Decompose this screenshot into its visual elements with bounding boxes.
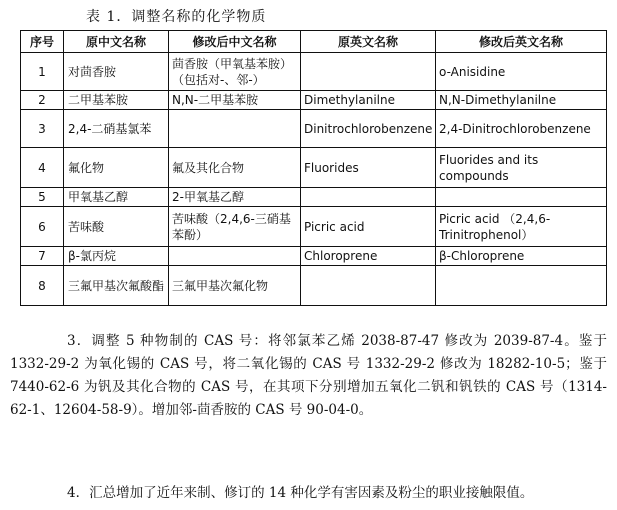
header-orig-en: 原英文名称: [301, 31, 436, 53]
cell-orig-cn: 对茴香胺: [64, 53, 169, 91]
cell-new-en: β-Chloroprene: [436, 247, 607, 266]
cell-index: 1: [21, 53, 64, 91]
table-row: [21, 266, 607, 306]
header-new-cn: 修改后中文名称: [169, 31, 301, 53]
cell-orig-en: Picric acid: [301, 207, 436, 247]
table-header-row: [21, 31, 607, 53]
cell-orig-cn: 二甲基苯胺: [64, 91, 169, 110]
cell-new-en: [436, 266, 607, 306]
header-orig-cn: 原中文名称: [64, 31, 169, 53]
cell-orig-en: [301, 188, 436, 207]
cell-orig-en: [301, 53, 436, 91]
cell-index: 4: [21, 148, 64, 188]
cell-new-cn: 氟及其化合物: [169, 148, 301, 188]
cell-new-en: 2,4-Dinitrochlorobenzene: [436, 110, 607, 148]
cell-new-en: N,N-Dimethylanilne: [436, 91, 607, 110]
chemical-name-table: [20, 30, 607, 306]
cell-new-cn: [169, 110, 301, 148]
header-new-en: 修改后英文名称: [436, 31, 607, 53]
cell-orig-en: Chloroprene: [301, 247, 436, 266]
header-index: 序号: [21, 31, 64, 53]
table-row: [21, 53, 607, 91]
table-row: [21, 207, 607, 247]
cell-new-cn: 苦味酸（2,4,6-三硝基苯酚）: [169, 207, 301, 247]
cell-index: 5: [21, 188, 64, 207]
cell-new-en: [436, 188, 607, 207]
paragraph-exposure-limits: 4．汇总增加了近年来制、修订的 14 种化学有害因素及粉尘的职业接触限值。: [67, 485, 534, 501]
table-row: [21, 110, 607, 148]
cell-index: 6: [21, 207, 64, 247]
cell-new-cn: 2-甲氧基乙醇: [169, 188, 301, 207]
cell-orig-en: Dinitrochlorobenzene: [301, 110, 436, 148]
cell-index: 2: [21, 91, 64, 110]
cell-new-cn: N,N-二甲基苯胺: [169, 91, 301, 110]
table-caption: 表 1．调整名称的化学物质: [86, 9, 267, 25]
cell-orig-en: Fluorides: [301, 148, 436, 188]
table-row: [21, 188, 607, 207]
cell-new-en: o-Anisidine: [436, 53, 607, 91]
table-row: [21, 247, 607, 266]
cell-index: 7: [21, 247, 64, 266]
cell-orig-en: [301, 266, 436, 306]
cell-orig-cn: β-氯丙烷: [64, 247, 169, 266]
cell-orig-en: Dimethylanilne: [301, 91, 436, 110]
cell-orig-cn: 甲氧基乙醇: [64, 188, 169, 207]
paragraph-cas-adjustment: 3．调整 5 种物制的 CAS 号：将邻氯苯乙烯 2038-87-47 修改为 2039-87-4。鉴于 1332-29-2 为氧化锡的 CAS 号，将二氧化锡的 CAS 号 1332-29-2 修改为 18282-10-5；鉴于 7440-62-6 为钒及其化合物的 CAS 号，在其项下分别增加五氧化二钒和钒铁的 CAS 号（1314-62-1、12604-58-9）。增加邻-茴香胺的 CAS 号 90-04-0。: [10, 333, 607, 418]
table-row: [21, 148, 607, 188]
cell-index: 3: [21, 110, 64, 148]
cell-orig-cn: 2,4-二硝基氯苯: [64, 110, 169, 148]
cell-new-cn: [169, 247, 301, 266]
cell-new-en: Fluorides and its compounds: [436, 148, 607, 188]
cell-new-cn: 三氟甲基次氟化物: [169, 266, 301, 306]
cell-orig-cn: 苦味酸: [64, 207, 169, 247]
cell-orig-cn: 三氟甲基次氟酸酯: [64, 266, 169, 306]
cell-new-en: Picric acid （2,4,6-Trinitrophenol）: [436, 207, 607, 247]
cell-orig-cn: 氟化物: [64, 148, 169, 188]
table-row: [21, 91, 607, 110]
cell-index: 8: [21, 266, 64, 306]
cell-new-cn: 茴香胺（甲氧基苯胺）（包括对-、邻-）: [169, 53, 301, 91]
